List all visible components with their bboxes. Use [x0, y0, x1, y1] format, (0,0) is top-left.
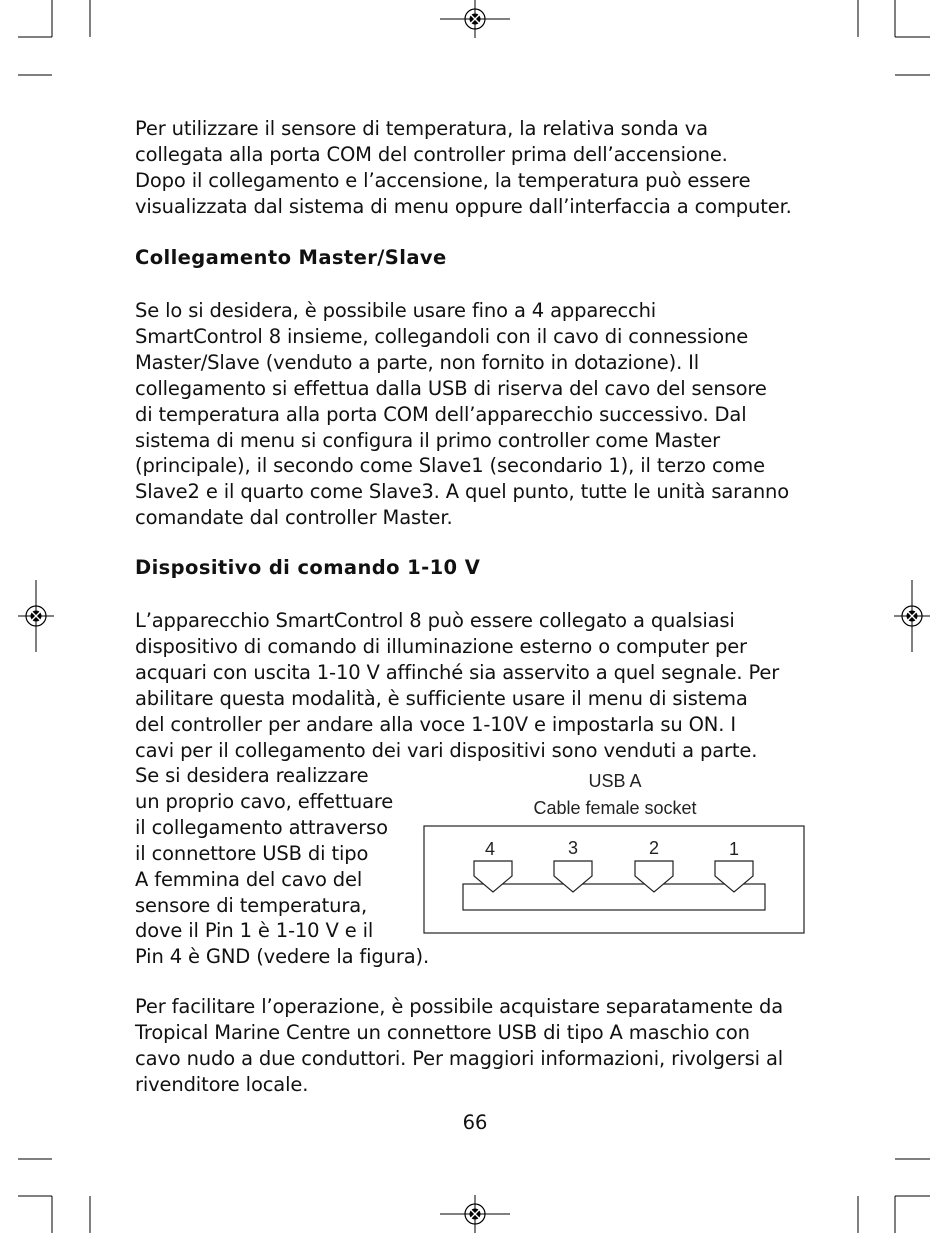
registration-mark-bottom — [440, 1195, 510, 1233]
pin-4-contact — [474, 861, 512, 892]
figure-title-usb-a: USB A — [588, 771, 642, 791]
pin-2-contact — [635, 861, 673, 892]
pin-label-3: 3 — [567, 838, 579, 858]
pin-3-contact — [554, 861, 592, 892]
registration-mark-top — [440, 0, 510, 38]
page-number: 66 — [462, 1111, 488, 1134]
paragraph-master-slave: Se lo si desidera, è possibile usare fino a 4 apparecchi SmartControl 8 insieme, collegandoli con il cavo di connessione Master/Slave (venduto a parte, non fornito in dotazione). Il collegamento si effettua dalla USB di riserva del cavo del sensore di temperatura alla porta COM dell’apparecchio successivo. Dal sistema di menu si configura il primo controller come Master (principale), il secondo come Slave1 (secondario 1), il terzo come Slave2 e il quarto come Slave3. A quel punto, tutte le unità saranno comandate dal controller Master. — [135, 299, 790, 530]
registration-mark-right — [894, 580, 930, 652]
pin-label-1: 1 — [728, 839, 740, 859]
pin-label-2: 2 — [648, 838, 660, 858]
figure-title-socket: Cable female socket — [533, 798, 697, 818]
usb-socket-diagram — [423, 824, 807, 936]
pin-1-contact — [715, 861, 753, 892]
pin-label-4: 4 — [484, 839, 496, 859]
paragraph-purchase-info: Per facilitare l’operazione, è possibile acquistare separatamente da Tropical Marine Centre un connettore USB di tipo A maschio con cavo nudo a due conduttori. Per maggiori informazioni, rivolgersi al rivenditore locale. — [135, 995, 784, 1096]
heading-control-device: Dispositivo di comando 1-10 V — [135, 556, 481, 579]
paragraph-custom-cable: Se si desidera realizzare un proprio cavo, effettuare il collegamento attraverso il connettore USB di tipo A femmina del cavo del sensore di temperatura, dove il Pin 1 è 1-10 V e il Pin 4 è GND (vedere la figura). — [135, 764, 430, 969]
heading-master-slave: Collegamento Master/Slave — [135, 246, 447, 269]
registration-mark-left — [18, 580, 54, 652]
paragraph-control-device: L’apparecchio SmartControl 8 può essere collegato a qualsiasi dispositivo di comando di illuminazione esterno o computer per acquari con uscita 1-10 V affinché sia asservito a quel segnale. Per abilitare questa modalità, è sufficiente usare il menu di sistema del controller per andare alla voce 1-10V e impostarla su ON. I cavi per il collegamento dei vari dispositivi sono venduti a parte. — [135, 609, 780, 762]
socket-body — [463, 884, 765, 910]
paragraph-temperature-sensor: Per utilizzare il sensore di temperatura, la relativa sonda va collegata alla porta COM del controller prima dell’accensione. Dopo il collegamento e l’accensione, la temperatura può essere visualizzata dal sistema di menu oppure dall’interfaccia a computer. — [135, 117, 792, 218]
